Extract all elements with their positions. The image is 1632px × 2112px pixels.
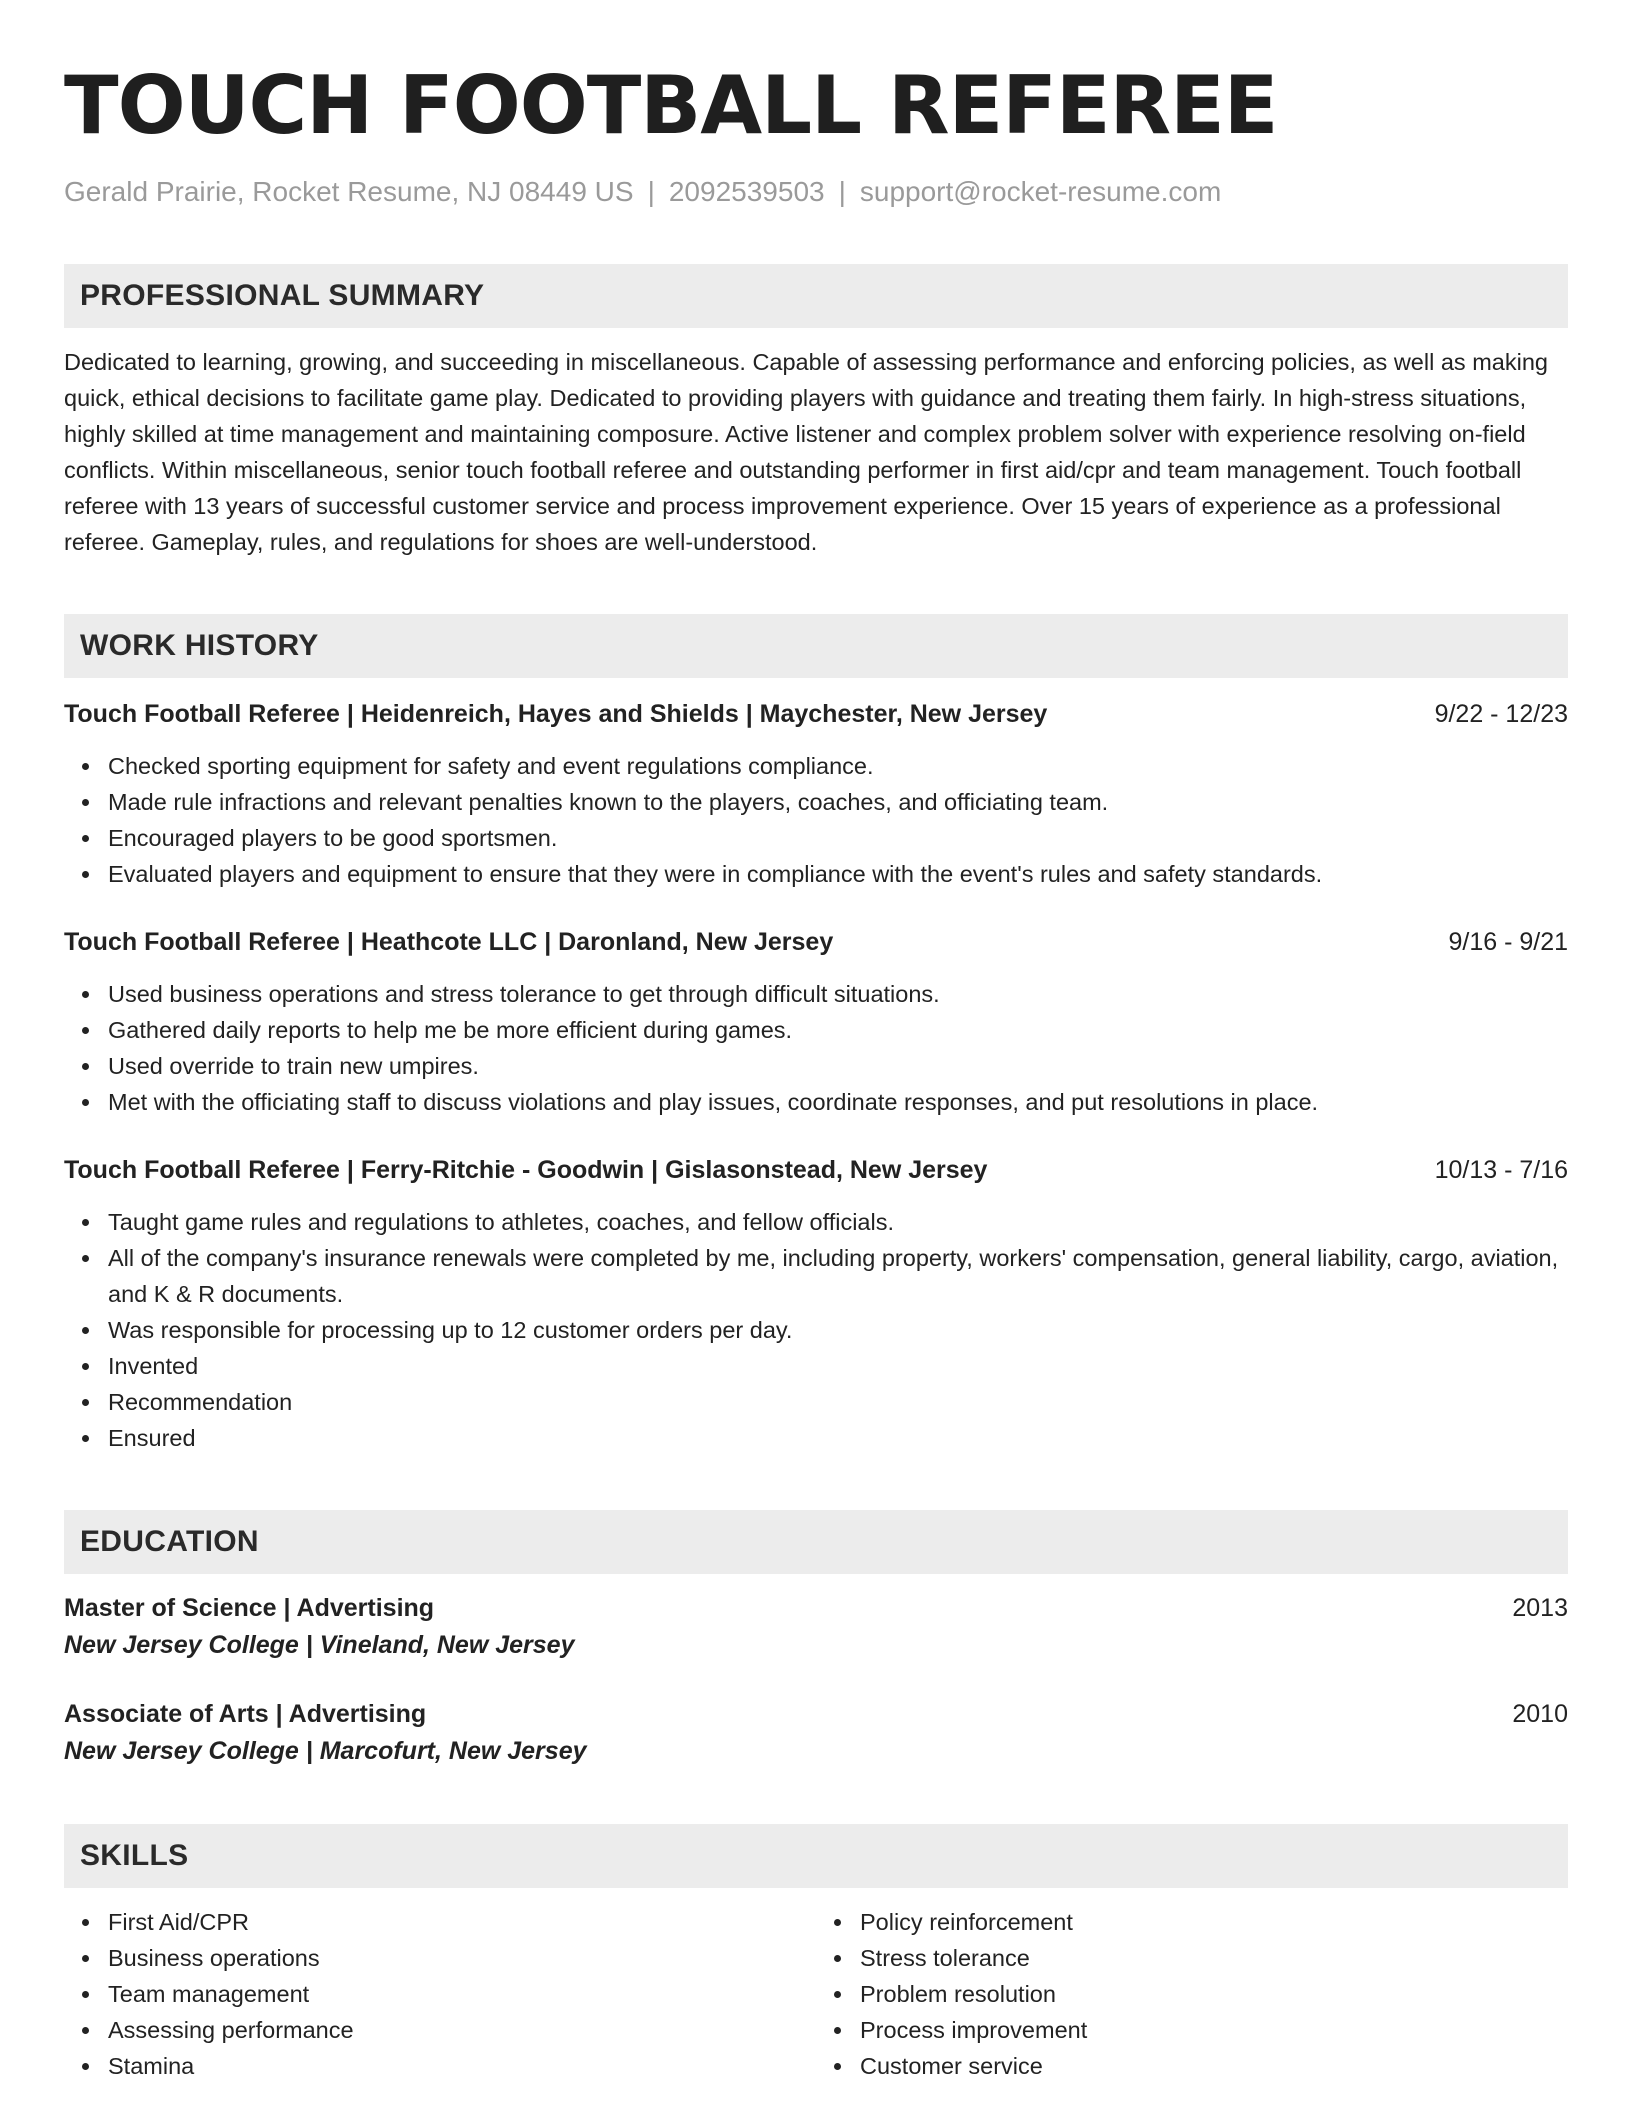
section-title: WORK HISTORY bbox=[80, 629, 319, 662]
section-header-skills bbox=[64, 1824, 1568, 1888]
resume-title: TOUCH FOOTBALL REFEREE bbox=[64, 59, 1278, 152]
education-entry bbox=[64, 1696, 1568, 1770]
list-item: Used business operations and stress tolerance to get through difficult situations. bbox=[64, 976, 1568, 1012]
list-item: Process improvement bbox=[816, 2012, 1568, 2048]
list-item: Stamina bbox=[64, 2048, 816, 2084]
list-item: First Aid/CPR bbox=[64, 1904, 816, 1940]
list-item: Recommendation bbox=[64, 1384, 1568, 1420]
job-dates: 10/13 - 7/16 bbox=[1434, 1156, 1568, 1184]
job-title: Touch Football Referee | Heathcote LLC | Daronland, New Jersey bbox=[64, 928, 834, 956]
list-item: Business operations bbox=[64, 1940, 816, 1976]
section-title: PROFESSIONAL SUMMARY bbox=[80, 279, 485, 312]
skills-column-right bbox=[816, 1904, 1568, 2084]
contact-phone: 2092539503 bbox=[668, 176, 825, 207]
list-item: Ensured bbox=[64, 1420, 1568, 1456]
list-item: Made rule infractions and relevant penalties known to the players, coaches, and officiating team. bbox=[64, 784, 1568, 820]
list-item: Policy reinforcement bbox=[816, 1904, 1568, 1940]
job-dates: 9/16 - 9/21 bbox=[1448, 928, 1568, 956]
list-item: Evaluated players and equipment to ensure that they were in compliance with the event's rules and safety standards. bbox=[64, 856, 1568, 892]
job-dates: 9/22 - 12/23 bbox=[1434, 700, 1568, 728]
list-item: Customer service bbox=[816, 2048, 1568, 2084]
list-item: Used override to train new umpires. bbox=[64, 1048, 1568, 1084]
job-title: Touch Football Referee | Ferry-Ritchie - Goodwin | Gislasonstead, New Jersey bbox=[64, 1156, 988, 1184]
job-entry bbox=[64, 1152, 1568, 1456]
section-header-education bbox=[64, 1510, 1568, 1574]
job-bullets bbox=[64, 748, 1568, 892]
section-title: SKILLS bbox=[80, 1839, 189, 1872]
graduation-year: 2013 bbox=[1512, 1594, 1568, 1622]
contact-email: support@rocket-resume.com bbox=[859, 176, 1222, 207]
list-item: Gathered daily reports to help me be more efficient during games. bbox=[64, 1012, 1568, 1048]
list-item: Stress tolerance bbox=[816, 1940, 1568, 1976]
job-bullets bbox=[64, 976, 1568, 1120]
job-bullets bbox=[64, 1204, 1568, 1456]
contact-separator: | bbox=[838, 176, 846, 207]
degree: Associate of Arts | Advertising bbox=[64, 1700, 427, 1728]
list-item: Taught game rules and regulations to athletes, coaches, and fellow officials. bbox=[64, 1204, 1568, 1240]
contact-separator: | bbox=[647, 176, 655, 207]
list-item: Encouraged players to be good sportsmen. bbox=[64, 820, 1568, 856]
job-entry bbox=[64, 696, 1568, 892]
list-item: Was responsible for processing up to 12 customer orders per day. bbox=[64, 1312, 1568, 1348]
list-item: Invented bbox=[64, 1348, 1568, 1384]
list-item: Problem resolution bbox=[816, 1976, 1568, 2012]
section-header-summary bbox=[64, 264, 1568, 328]
section-header-work-history bbox=[64, 614, 1568, 678]
degree: Master of Science | Advertising bbox=[64, 1594, 435, 1622]
list-item: Checked sporting equipment for safety and event regulations compliance. bbox=[64, 748, 1568, 784]
job-entry bbox=[64, 924, 1568, 1120]
section-title: EDUCATION bbox=[80, 1525, 259, 1558]
contact-line bbox=[64, 174, 1568, 210]
skills-column-left bbox=[64, 1904, 816, 2084]
job-title: Touch Football Referee | Heidenreich, Hayes and Shields | Maychester, New Jersey bbox=[64, 700, 1048, 728]
list-item: All of the company's insurance renewals were completed by me, including property, workers' compensation, general liability, cargo, aviation, and K & R documents. bbox=[64, 1240, 1568, 1312]
contact-address: Gerald Prairie, Rocket Resume, NJ 08449 US bbox=[64, 176, 634, 207]
graduation-year: 2010 bbox=[1512, 1700, 1568, 1728]
school-name: New Jersey College | Marcofurt, New Jersey bbox=[64, 1737, 587, 1765]
list-item: Assessing performance bbox=[64, 2012, 816, 2048]
education-entry bbox=[64, 1590, 1568, 1664]
skills-list bbox=[64, 1904, 1568, 2084]
school-name: New Jersey College | Vineland, New Jersey bbox=[64, 1631, 575, 1659]
list-item: Team management bbox=[64, 1976, 816, 2012]
list-item: Met with the officiating staff to discuss violations and play issues, coordinate responses, and put resolutions in place. bbox=[64, 1084, 1568, 1120]
summary-text: Dedicated to learning, growing, and succeeding in miscellaneous. Capable of assessing performance and enforcing policies, as well as making quick, ethical decisions to facilitate game play. Dedicated to providing players with guidance and treating them fairly. In high-stress situations, highly skilled at time management and maintaining composure. Active listener and complex problem solver with experience resolving on-field conflicts. Within miscellaneous, senior touch football referee and outstanding performer in first aid/cpr and team management. Touch football referee with 13 years of successful customer service and process improvement experience. Over 15 years of experience as a professional referee. Gameplay, rules, and regulations for shoes are well-understood. bbox=[64, 349, 1548, 555]
